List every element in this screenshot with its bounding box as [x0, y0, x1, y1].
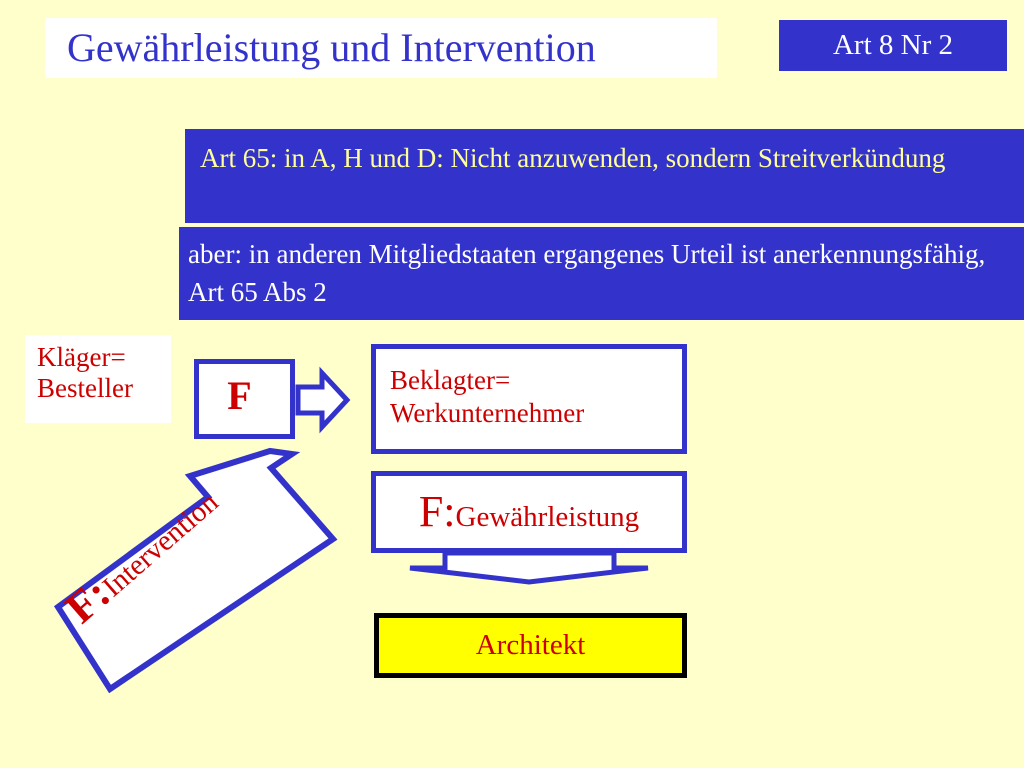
- slide-title: Gewährleistung und Intervention: [45, 18, 717, 78]
- plaintiff-line-2: Besteller: [37, 373, 133, 403]
- note-box-recognition: aber: in anderen Mitgliedstaaten ergangenes Urteil ist anerkennungsfähig, Art 65 Abs 2: [179, 227, 1024, 320]
- plaintiff-box: [25, 335, 171, 423]
- defendant-line-2: Werkunternehmer: [390, 398, 585, 428]
- warranty-box: [371, 471, 687, 553]
- warranty-label: Gewährleistung: [455, 501, 640, 533]
- note-box-art65: Art 65: in A, H und D: Nicht anzuwenden, sondern Streitverkündung: [185, 129, 1024, 223]
- warranty-prefix: F:: [418, 487, 456, 536]
- third-party-box: Architekt: [374, 613, 687, 678]
- defendant-line-1: Beklagter=: [390, 365, 511, 395]
- intervention-text: Intervention: [96, 486, 225, 604]
- intervention-prefix: F:: [56, 568, 120, 633]
- plaintiff-line-1: Kläger=: [37, 342, 126, 372]
- claim-box: F: [194, 359, 295, 439]
- defendant-box: [371, 344, 687, 454]
- reference-badge: Art 8 Nr 2: [779, 20, 1007, 71]
